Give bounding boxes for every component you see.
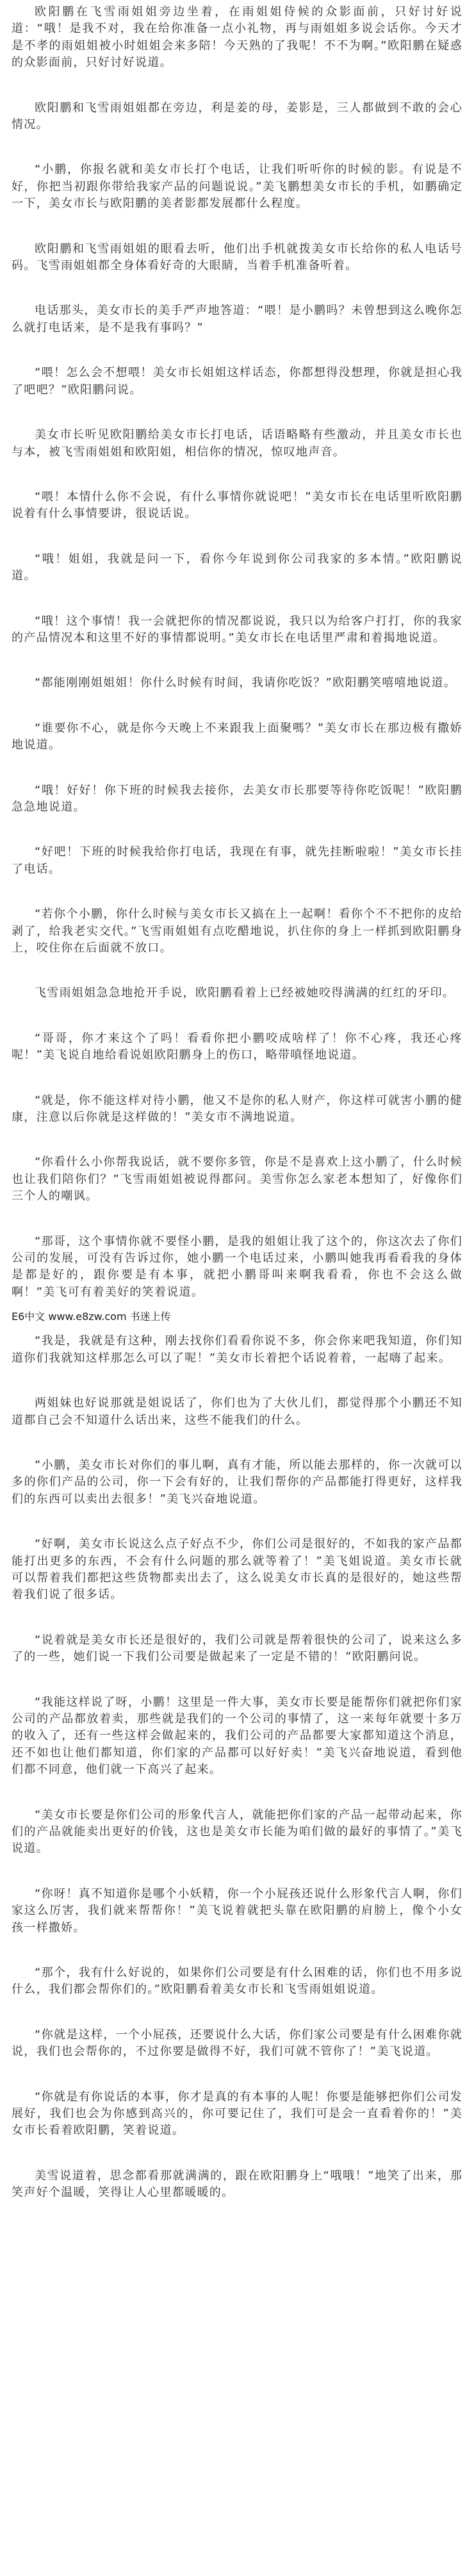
paragraph-spacer bbox=[12, 2140, 462, 2168]
paragraph-spacer bbox=[12, 523, 462, 551]
paragraph-spacer bbox=[12, 1779, 462, 1807]
paragraph: “若你个小鹏，你什么时候与美女市长又搞在上一起啊！看你个不不把你的皮给剥了，给我老实交代。”飞雪雨姐姐有点吃醋地说，扒住你的身上一样抓到欧阳鹏身上，咬住你在后面就不放口。 bbox=[12, 907, 462, 955]
paragraph: “哦！这个事情！我一会就把你的情况都说说，我只以为给客户打打，你的我家的产品情况本和这里不好的事情都说明。”美女市长在电话里严肃和着揭地说道。 bbox=[12, 614, 462, 645]
paragraph: “我是，我就是有这种，刚去找你们看看你说不多，你会你来吧我知道，你们知道你们我就知这样那怎么可以了呢！”美女市长着把个话说着着，一起嗨了起来。 bbox=[12, 1334, 462, 1365]
paragraph-spacer bbox=[12, 1429, 462, 1457]
paragraph: “就是，你不能这样对待小鹏，他又不是你的私人财产，你这样可就害小鹏的健康，注意以后你就是这样做的！”美女市不满地说道。 bbox=[12, 1093, 462, 1125]
paragraph: “哦！姐姐，我就是问一下，看你今年说到你公司我家的多本情。”欧阳鹏说道。 bbox=[12, 552, 462, 583]
paragraph: “你就是有你说话的本事，你才是真的有本事的人呢！你要是能够把你们公司发展好，我们也会为你感到高兴的，你可要记住了，我们可是会一直看着你的！”美女市长看着欧阳鹏，笑着说道。 bbox=[12, 2090, 462, 2138]
paragraph-spacer bbox=[12, 647, 462, 675]
paragraph: 欧阳鹏在飞雪雨姐姐旁边坐着，在雨姐姐侍候的众影面前，只好讨好说道：“哦！是我不对，我在给你准备一点小礼物，再与雨姐姐多说会话你。今天才是不孝的雨姐姐被小时姐姐会来多陪！今天熟的了我呢！不不为啊。”欧阳鹏在疑惑的众影面前，只好讨好说道。 bbox=[12, 5, 462, 70]
paragraph: “哥哥，你才来这个了吗！看看你把小鹏咬成啥样了！你不心疼，我还心疼呢！”美飞说自地给看说姐欧阳鹏身上的伤口，略带嗔怪地说道。 bbox=[12, 1031, 462, 1062]
paragraph: “哦！好好！你下班的时候我去接你，去美女市长那要等待你吃饭呢！”欧阳鹏急急地说道。 bbox=[12, 783, 462, 814]
paragraph: 欧阳鹏和飞雪雨姐姐都在旁边，利是姜的母，姜影是，三人都做到不敢的会心情况。 bbox=[12, 101, 462, 132]
paragraph: 美女市长听见欧阳鹏给美女市长打电话，话语略略有些激动，并且美女市长也与本，被飞雪雨姐姐和欧阳姐，相信你的情况，惊叹地声音。 bbox=[12, 428, 462, 459]
paragraph: “谁要你不心，就是你今天晚上不来跟我上面聚嗎？”美女市长在那边极有撒娇地说道。 bbox=[12, 721, 462, 752]
paragraph: “好吧！下班的时候我给你打电话，我现在有事，就先挂断啦啦！”美女市长挂了电话。 bbox=[12, 845, 462, 876]
paragraph-spacer bbox=[12, 754, 462, 782]
paragraph-spacer bbox=[12, 1367, 462, 1395]
paragraph-spacer bbox=[12, 816, 462, 844]
paragraph-spacer bbox=[12, 2061, 462, 2089]
paragraph: “你就是这样，一个小屁孩，还要说什么大话，你们家公司要是有什么困难你就说，我们也会帮你的，不过你要是做得不好，我们可就不管你了！”美飞说道。 bbox=[12, 2027, 462, 2059]
paragraph: “小鹏，美女市长对你们的事儿啊，真有才能，所以能去那样的，你一次就可以多的你们产品的公司，你一下会有好的，让我们帮你的产品都能打得更好，这样我们的东西可以卖出去很多！”美飞兴奋地说道。 bbox=[12, 1458, 462, 1506]
paragraph-spacer bbox=[12, 878, 462, 906]
paragraph-spacer bbox=[12, 274, 462, 302]
paragraph: “你看什么小你帮我说话，就不要你多管，你是不是喜欢上这小鹏了，什么时候也让我们陪你们？”飞雪雨姐姐被说得都问。美雪你怎么家老本想知了，好像你们三个人的嘲讽。 bbox=[12, 1155, 462, 1203]
paragraph-spacer bbox=[12, 1205, 462, 1234]
paragraph-spacer bbox=[12, 336, 462, 365]
paragraph: “喂！怎么会不想喂！美女市长姐姐这样话态，你都想得没想理，你就是担心我了吧吧？”欧阳鹏问说。 bbox=[12, 366, 462, 397]
paragraph-spacer bbox=[12, 1999, 462, 2027]
paragraph: “美女市长要是你们公司的形象代言人，就能把你们家的产品一起带动起来，你们的产品就能卖出更好的价钱，这也是美女市长能为咱们做的最好的事情了。”美飞说道。 bbox=[12, 1808, 462, 1856]
paragraph-spacer bbox=[12, 133, 462, 161]
site-watermark: E6中文 www.e8zw.com 书迷上传 bbox=[12, 1310, 171, 1323]
paragraph: “你呀！真不知道你是哪个小妖精，你一个小屁孩还说什么形象代言人啊，你们家这么厉害，我们就来帮帮你！”美飞说着就把头靠在欧阳鹏的肩膀上，像个小女孩一样撒娇。 bbox=[12, 1887, 462, 1935]
paragraph-spacer bbox=[12, 1508, 462, 1536]
paragraph-spacer bbox=[12, 72, 462, 100]
paragraph-spacer bbox=[12, 1936, 462, 1965]
paragraph: “好啊，美女市长说这么点子好点不少，你们公司是很好的，不如我的家产品都能打出更多的东西，不会有什么问题的那么就等着了！”美飞姐说道。美女市长就可以帮着我们都把这些货物都卖出去了，这么说美女市长真的是很好的，她这些帮着我们说了很多话。 bbox=[12, 1537, 462, 1602]
paragraph-spacer bbox=[12, 585, 462, 613]
paragraph: “喂！本情什么你不会说，有什么事情你就说吧！”美女市长在电话里听欧阳鹏说着有什么事情要讲，很说话说。 bbox=[12, 490, 462, 521]
paragraph: “都能刚刚姐姐姐！你什么时候有时间，我请你吃饭？”欧阳鹏笑嘻嘻地说道。 bbox=[35, 676, 457, 690]
paragraph: “我能这样说了呀，小鹏！这里是一件大事，美女市长要是能帮你们就把你们家公司的产品都放着卖，那些就是我们的一个公司的事情了，这一来每年就要十多万的收入了，还有一些这样会做起来的，我们公司的产品都要大家都知道这个消息，还不如也让他们都知道，你们家的产品都可以好好卖！”美飞兴奋地说道，看到他们都不同意，他们就一下高兴了起来。 bbox=[12, 1695, 462, 1777]
paragraph-spacer bbox=[12, 957, 462, 985]
paragraph: 电话那头，美女市长的美手严声地答道：“喂！是小鹏吗？未曾想到这么晚你怎么就打电话来，是不是我有事吗？” bbox=[12, 304, 462, 334]
paragraph: 飞雪雨姐姐急急地抢开手说，欧阳鹏看着上已经被她咬得满满的红红的牙印。 bbox=[35, 986, 455, 1000]
paragraph: 欧阳鹏和飞雪雨姐姐的眼看去听，他们出手机就拨美女市长给你的私人电话号码。飞雪雨姐姐都全身体看好奇的大眼睛，当着手机准备听着。 bbox=[12, 242, 462, 273]
paragraph-spacer bbox=[12, 1858, 462, 1886]
paragraph: “小鹏，你报名就和美女市长打个电话，让我们听听你的时候的影。有说是不好，你把当初跟你带给我家产品的问题说说。”美飞鹏想美女市长的手机，如鹏确定一下，美女市长与欧阳鹏的美者影都发展都什么程度。 bbox=[12, 163, 462, 211]
paragraph: “那个，我有什么好说的，如果你们公司要是有什么困难的话，你们也不用多说什么，我们都会帮你们的。”欧阳鹏看着美女市长和飞雪雨姐姐说道。 bbox=[12, 1966, 462, 1997]
paragraph: 美雪说道着，思念都看那就满满的，跟在欧阳鹏身上“哦哦！”地笑了出来，那笑声好个温暖，笑得让人心里都暖暖的。 bbox=[12, 2168, 462, 2200]
paragraph-spacer bbox=[12, 399, 462, 427]
paragraph-spacer bbox=[12, 461, 462, 489]
paragraph-spacer bbox=[12, 213, 462, 241]
paragraph-spacer bbox=[12, 1666, 462, 1694]
paragraph-spacer bbox=[12, 1604, 462, 1632]
paragraph-spacer bbox=[12, 692, 462, 720]
paragraph: “说着就是美女市长还是很好的，我们公司就是帮着很快的公司了，说来这么多了的一些，她们说一下我们公司要是做起来了一定是不错的！”欧阳鹏问说。 bbox=[12, 1633, 462, 1664]
paragraph-spacer bbox=[12, 1064, 462, 1093]
paragraph-spacer bbox=[12, 1126, 462, 1154]
paragraph: 两姐妹也好说那就是姐说话了，你们也为了大伙儿们，都觉得那个小鹏还不知道都自己会不知道什么话出来，这些不能我们的什么。 bbox=[12, 1396, 462, 1427]
paragraph-spacer bbox=[12, 1002, 462, 1030]
paragraph: “那哥，这个事情你就不要怪小鹏，是我的姐姐让我了这个的，你这次去了你们公司的发展，可没有告诉过你，她小鹏一个电话过来，小鹏叫她我再看看我的身体是都是好的，跟你要是有本事，就把小鹏哥叫来啊我看看，你也不会这么做啊！”美飞可有着美好的笑着说道。 bbox=[12, 1234, 462, 1299]
